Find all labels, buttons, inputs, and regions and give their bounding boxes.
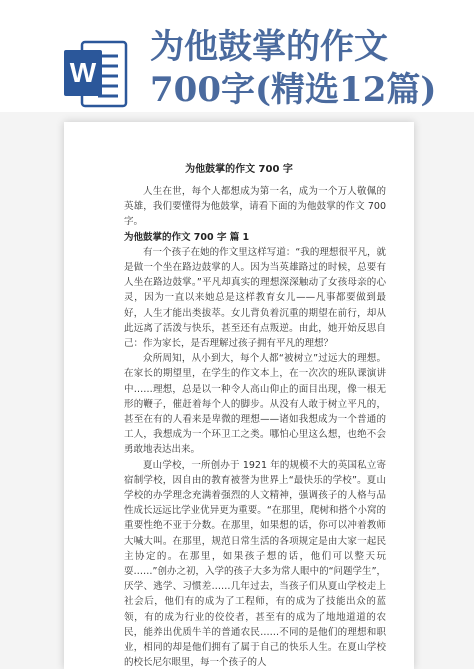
page-title: 为他鼓掌的作文700字(精选12篇)	[150, 27, 437, 110]
paragraph: 夏山学校，一所创办于 1921 年的规模不大的英国私立寄宿制学校，因自由的教育被誉为世界上“最快乐的学校”。夏山学校的办学理念充满着强烈的人文精神，强调孩子的人格与品性成长远远比学业优异更为重要。“在那里，爬树和搭个小窝的重要性绝不亚于分数。在那里，如果想的话，你可以冲着教师大喊大叫。在那里，规范日常生活的各项规定是由大家一起民主协定的。在那里，如果孩子想的话，他们可以整天玩耍……”创办之初，入学的孩子大多为常人眼中的“问题学生”，厌学、逃学、习惯差……几年过去，当孩子们从夏山学校走上社会后，他们有的成为了工程师，有的成为了技能出众的蓝领，有的成为行业的佼佼者，甚至有的成为了地地道道的农民，能养出优质牛羊的普通农民……不同的是他们的理想和职业，相同的却是他们拥有了属于自己的快乐人生。在夏山学校的校长尼尔眼里，每一个孩子的人	[124, 459, 386, 669]
paragraph-intro: 人生在世，每个人都想成为第一名，成为一个万人敬佩的英雄，我们要懂得为他鼓掌，请看下面的为他鼓掌的作文 700 字。	[124, 186, 386, 228]
word-icon-letter: W	[69, 57, 97, 88]
word-document-icon	[62, 38, 130, 110]
paragraph: 有一个孩子在她的作文里这样写道：“我的理想很平凡，就是做一个坐在路边鼓掌的人。因为当英雄路过的时候，总要有人坐在路边鼓掌。”平凡却真实的理想深深触动了女孩母亲的心灵，因为一直以来她总是这样教育女儿——凡事都要做到最好，人生才能出类拔萃。女儿背负着沉重的期望在前行，却从此远离了活泼与快乐，甚至还有点叛逆。由此，她开始反思自己：作为家长，是否理解过孩子拥有平凡的理想？	[124, 246, 386, 350]
document-body	[124, 184, 386, 669]
section-heading: 为他鼓掌的作文 700 字 篇 1	[124, 231, 250, 243]
paragraph: 众所周知，从小到大，每个人都“被树立”过远大的理想。在家长的期望里，在学生的作文本上，在一次次的班队课演讲中……理想，总是以一种令人高山仰止的面目出现，像一根无形的鞭子，催赶着每个人的脚步。从没有人敢于树立平凡的，甚至在有的人看来是卑微的理想——诸如我想成为一个普通的工人，我想成为一个环卫工之类。哪怕心里这么想，也绝不会勇敢地表达出来。	[124, 353, 386, 456]
document-title: 为他鼓掌的作文 700 字	[185, 164, 293, 175]
document-page	[64, 122, 414, 669]
page-header	[0, 0, 474, 130]
